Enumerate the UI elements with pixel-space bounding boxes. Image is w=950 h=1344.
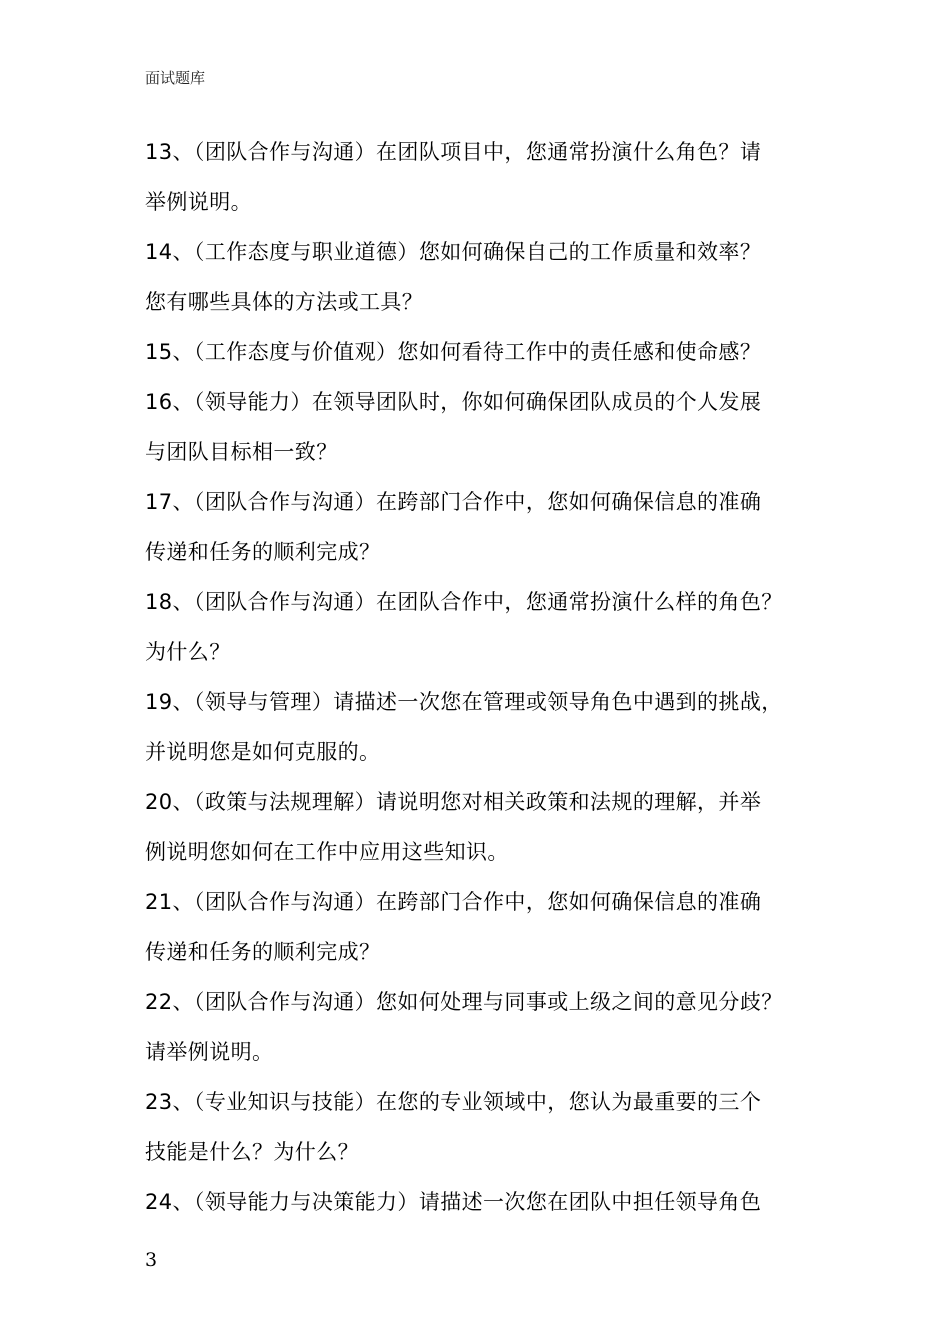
question-list [145, 127, 835, 1227]
text-line: 14、（工作态度与职业道德）您如何确保自己的工作质量和效率？ [145, 240, 762, 264]
text-line: 17、（团队合作与沟通）在跨部门合作中，您如何确保信息的准确 [145, 490, 762, 514]
text-line: 18、（团队合作与沟通）在团队合作中，您通常扮演什么样的角色？ [145, 590, 783, 614]
text-line: 24、（领导能力与决策能力）请描述一次您在团队中担任领导角色 [145, 1190, 762, 1214]
text-line: 20、（政策与法规理解）请说明您对相关政策和法规的理解，并举 [145, 790, 762, 814]
text-line: 传递和任务的顺利完成？ [145, 540, 381, 564]
text-line: 22、（团队合作与沟通）您如何处理与同事或上级之间的意见分歧？ [145, 990, 783, 1014]
text-line: 16、（领导能力）在领导团队时，你如何确保团队成员的个人发展 [145, 390, 762, 414]
text-line: 举例说明。 [145, 190, 252, 214]
text-line: 例说明您如何在工作中应用这些知识。 [145, 840, 509, 864]
page-header-title: 面试题库 [145, 69, 206, 87]
page-number: 3 [145, 1249, 158, 1271]
text-line: 19、（领导与管理）请描述一次您在管理或领导角色中遇到的挑战， [145, 690, 783, 714]
text-line: 13、（团队合作与沟通）在团队项目中，您通常扮演什么角色？请 [145, 140, 762, 164]
text-line: 技能是什么？为什么？ [145, 1140, 359, 1164]
text-line: 23、（专业知识与技能）在您的专业领域中，您认为最重要的三个 [145, 1090, 762, 1114]
text-line: 请举例说明。 [145, 1040, 274, 1064]
text-line: 并说明您是如何克服的。 [145, 740, 381, 764]
text-line: 您有哪些具体的方法或工具？ [145, 290, 424, 314]
text-line: 为什么？ [145, 640, 231, 664]
text-line: 15、（工作态度与价值观）您如何看待工作中的责任感和使命感？ [145, 340, 762, 364]
text-line: 与团队目标相一致？ [145, 440, 338, 464]
text-line: 21、（团队合作与沟通）在跨部门合作中，您如何确保信息的准确 [145, 890, 762, 914]
text-line: 传递和任务的顺利完成？ [145, 940, 381, 964]
